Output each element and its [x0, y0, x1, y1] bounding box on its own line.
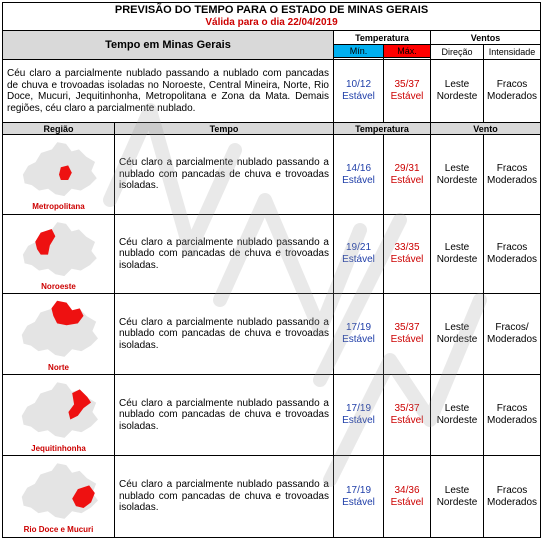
validity-date: Válida para o dia 22/04/2019: [205, 17, 338, 28]
region-name: Jequitinhonha: [31, 443, 86, 453]
region-name: Rio Doce e Mucuri: [23, 525, 94, 534]
max-label: Máx.: [384, 45, 431, 58]
region-description: Céu claro a parcialmente nublado passando a nublado com pancadas de chuva e trovoadas isoladas.: [115, 215, 334, 294]
region-map-icon: [9, 378, 109, 444]
region-map-icon: [9, 218, 109, 282]
region-row: [3, 135, 541, 215]
region-wind-direction: Leste Nordeste: [431, 215, 484, 294]
weather-column-header: Tempo: [115, 123, 334, 135]
state-wind-intensity: Fracos Moderados: [484, 60, 541, 123]
region-description: Céu claro a parcialmente nublado passando a nublado com pancadas de chuva e trovoadas isoladas.: [115, 294, 334, 375]
region-max-temp: 35/37 Estável: [384, 375, 431, 456]
state-min-temp: 10/12 Estável: [334, 60, 384, 123]
region-wind-direction: Leste Nordeste: [431, 294, 484, 375]
region-map-icon: [9, 297, 109, 363]
region-wind-direction: Leste Nordeste: [431, 375, 484, 456]
intensity-label: Intensidade: [484, 45, 541, 60]
region-max-temp: 29/31 Estável: [384, 135, 431, 215]
state-wind-direction: Leste Nordeste: [431, 60, 484, 123]
wind-column-header: Vento: [431, 123, 541, 135]
region-row: [3, 215, 541, 294]
state-section-title: Tempo em Minas Gerais: [3, 31, 334, 60]
region-wind-intensity: Fracos Moderados: [484, 456, 541, 538]
region-description: Céu claro a parcialmente nublado passando a nublado com pancadas de chuva e trovoadas isoladas.: [115, 456, 334, 538]
region-wind-direction: Leste Nordeste: [431, 135, 484, 215]
region-min-temp: 14/16 Estável: [334, 135, 384, 215]
region-cell-norte: [3, 294, 115, 375]
region-min-temp: 17/19 Estável: [334, 375, 384, 456]
region-wind-intensity: Fracos Moderados: [484, 215, 541, 294]
region-description: Céu claro a parcialmente nublado passando a nublado com pancadas de chuva e trovoadas isoladas.: [115, 375, 334, 456]
region-map-icon: [9, 138, 109, 202]
region-cell-metropolitana: [3, 135, 115, 215]
forecast-table: [2, 2, 541, 538]
region-cell-noroeste: [3, 215, 115, 294]
document-title: PREVISÃO DO TEMPO PARA O ESTADO DE MINAS GERAIS: [114, 4, 429, 16]
region-max-temp: 35/37 Estável: [384, 294, 431, 375]
region-name: Metropolitana: [32, 202, 85, 211]
region-name: Norte: [48, 362, 69, 372]
region-wind-intensity: Fracos/ Moderados: [484, 294, 541, 375]
forecast-document: [2, 2, 540, 538]
region-wind-intensity: Fracos Moderados: [484, 375, 541, 456]
state-max-temp: 35/37 Estável: [384, 60, 431, 123]
region-row: [3, 456, 541, 538]
region-wind-direction: Leste Nordeste: [431, 456, 484, 538]
region-cell-jequitinhonha: [3, 375, 115, 456]
region-row: [3, 375, 541, 456]
state-temperature-header: Temperatura: [334, 31, 431, 45]
region-min-temp: 17/19 Estável: [334, 456, 384, 538]
region-min-temp: 17/19 Estável: [334, 294, 384, 375]
temperature-column-header: Temperatura: [334, 123, 431, 135]
direction-label: Direção: [431, 45, 484, 60]
region-cell-rio-doce-mucuri: [3, 456, 115, 538]
region-name: Noroeste: [41, 281, 76, 291]
region-map-icon: [9, 459, 109, 525]
region-row: [3, 294, 541, 375]
region-column-header: Região: [3, 123, 115, 135]
region-wind-intensity: Fracos Moderados: [484, 135, 541, 215]
region-min-temp: 19/21 Estável: [334, 215, 384, 294]
min-label: Mín.: [334, 45, 384, 58]
state-description: Céu claro a parcialmente nublado passando a nublado com pancadas de chuva e trovoadas isoladas no Noroeste, Central Mineira, Norte, Rio Doce, Mucuri, Jequitinhonha, Metropolitana e Zona da Mata. Demais regiões, céu claro a parcialmente nublado.: [3, 60, 334, 123]
region-description: Céu claro a parcialmente nublado passando a nublado com pancadas de chuva e trovoadas isoladas.: [115, 135, 334, 215]
region-max-temp: 33/35 Estável: [384, 215, 431, 294]
region-max-temp: 34/36 Estável: [384, 456, 431, 538]
state-winds-header: Ventos: [431, 31, 541, 45]
